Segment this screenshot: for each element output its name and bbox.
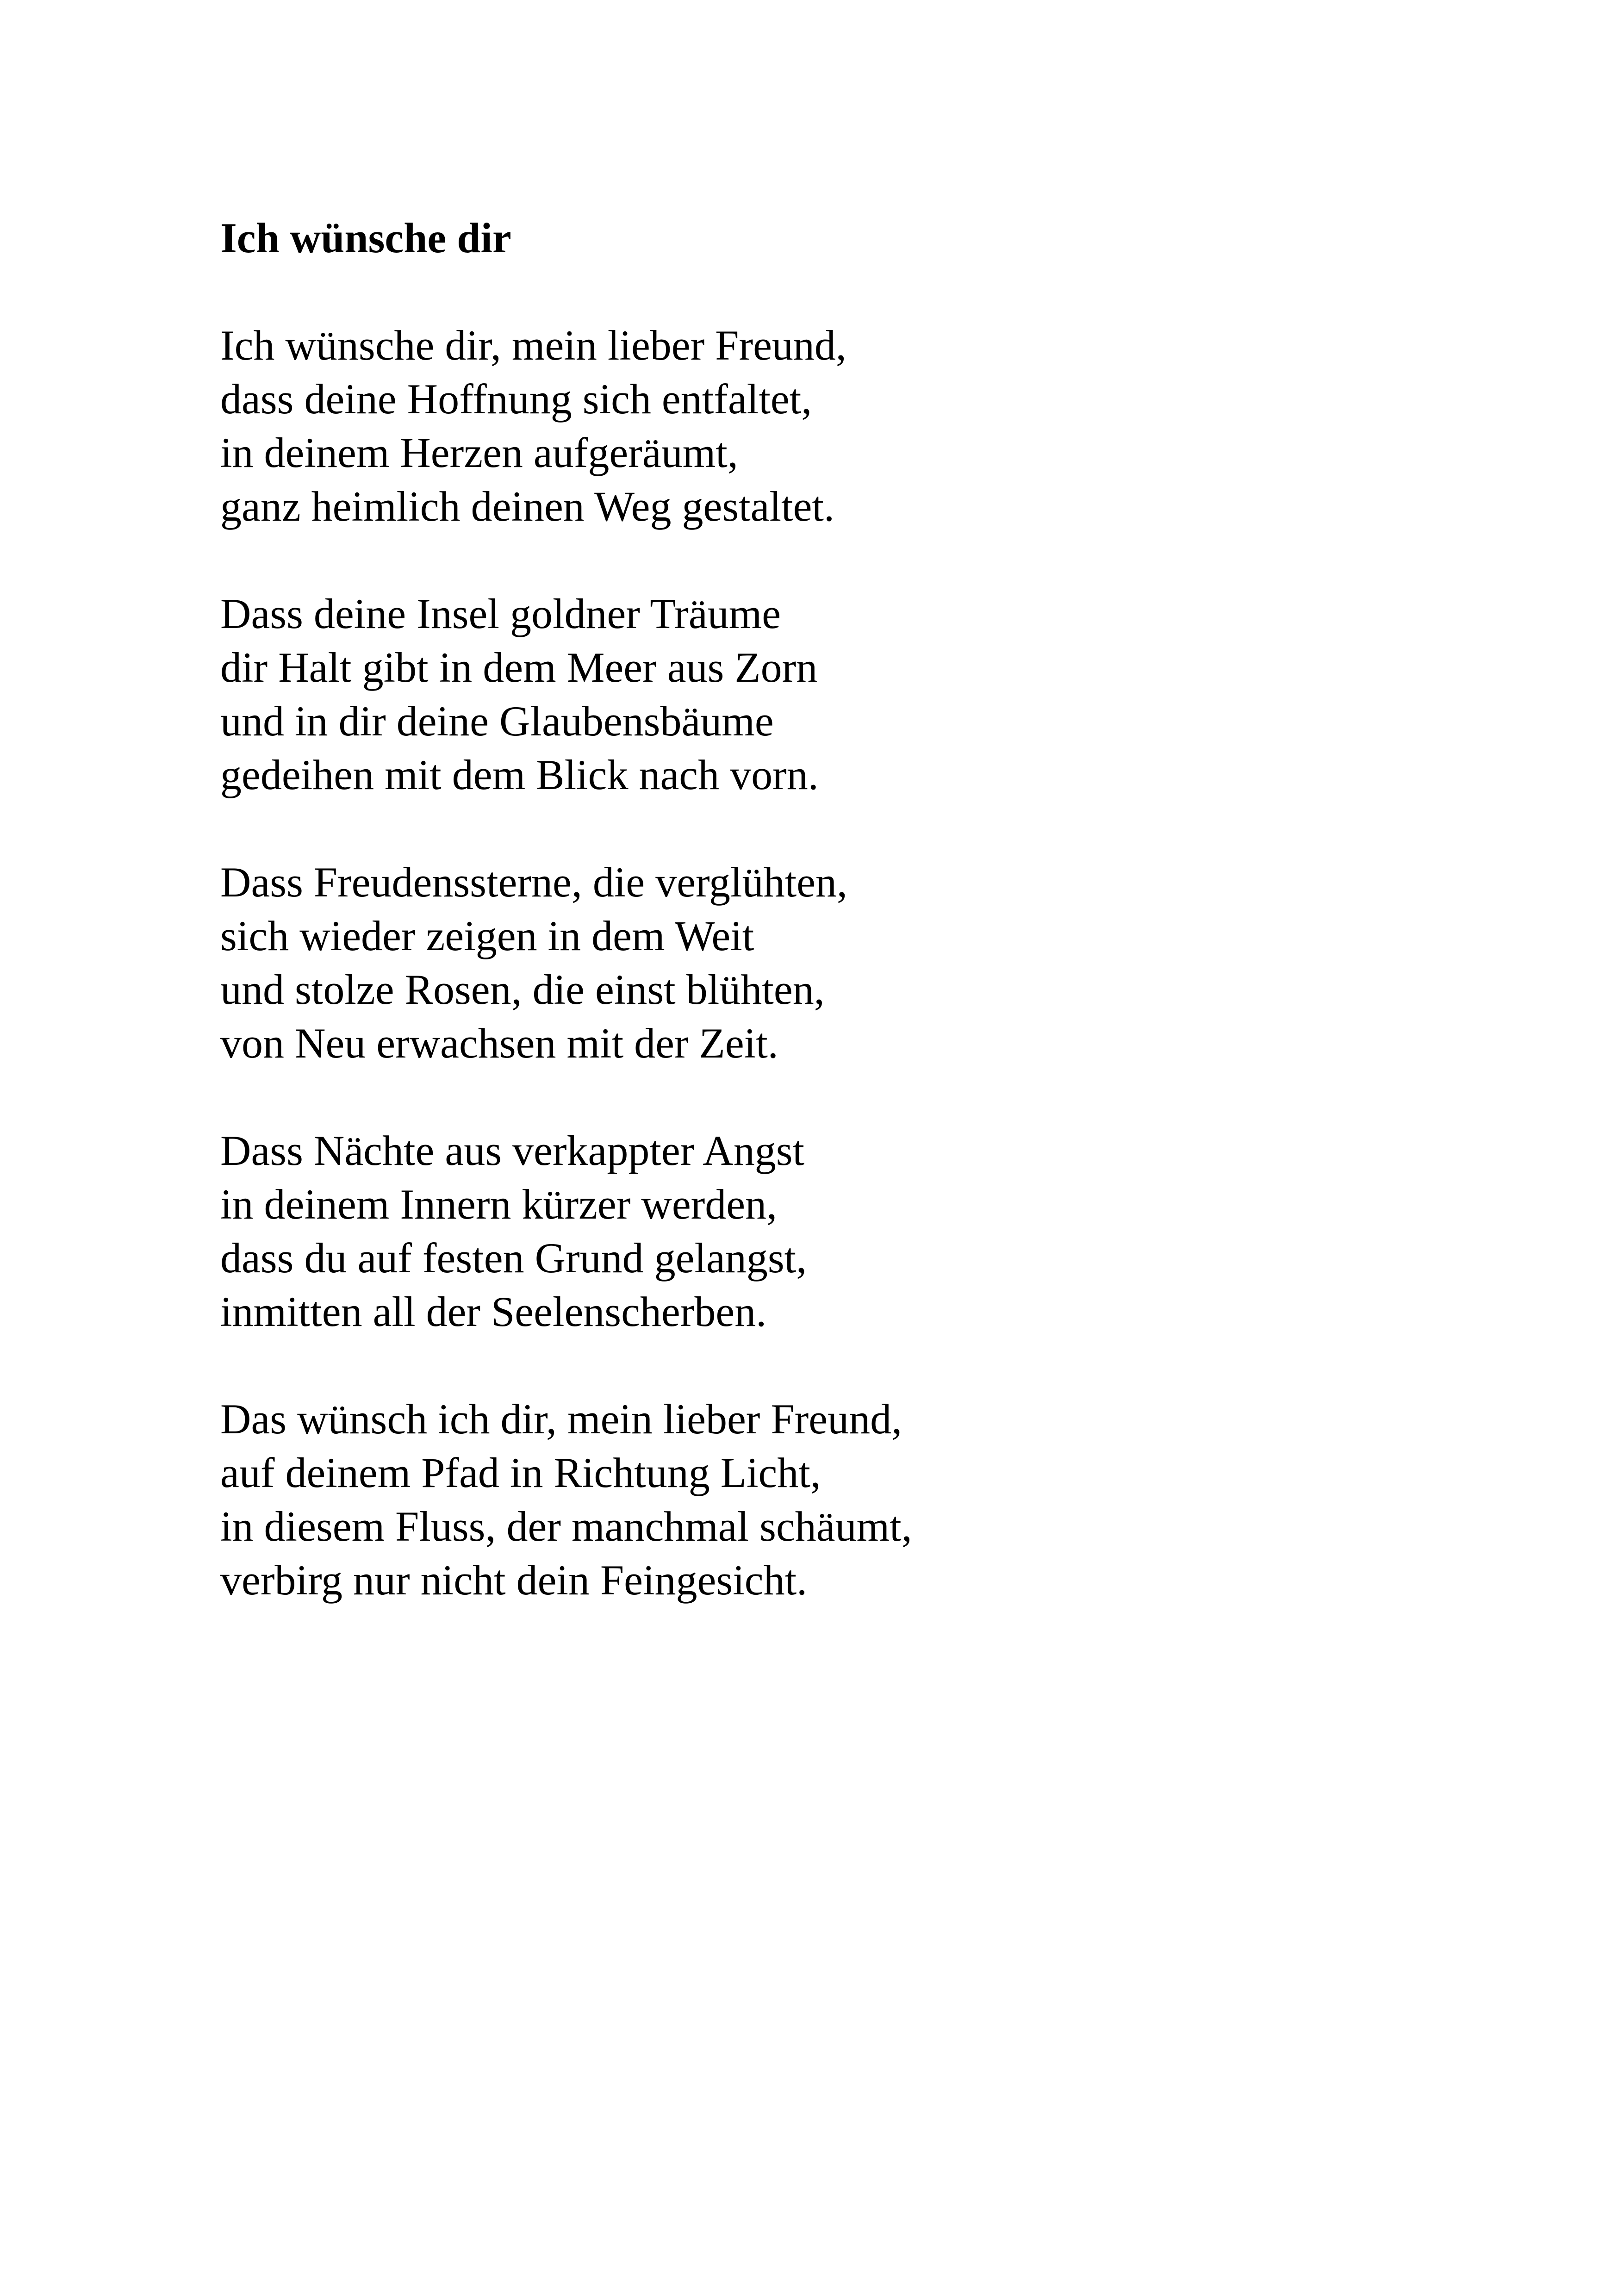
- poem-line: dir Halt gibt in dem Meer aus Zorn: [220, 644, 818, 691]
- poem-line: Dass Freudenssterne, die verglühten,: [220, 859, 847, 906]
- stanza-3: [220, 855, 847, 1070]
- poem-line: inmitten all der Seelenscherben.: [220, 1288, 767, 1335]
- poem-line: auf deinem Pfad in Richtung Licht,: [220, 1449, 821, 1496]
- poem-line: dass deine Hoffnung sich entfaltet,: [220, 375, 812, 423]
- poem-line: von Neu erwachsen mit der Zeit.: [220, 1020, 778, 1067]
- poem-line: verbirg nur nicht dein Feingesicht.: [220, 1556, 808, 1604]
- poem-line: und stolze Rosen, die einst blühten,: [220, 966, 825, 1013]
- stanza-4: [220, 1124, 807, 1338]
- poem-line: Ich wünsche dir, mein lieber Freund,: [220, 322, 846, 369]
- poem-title: Ich wünsche dir: [220, 214, 511, 261]
- poem-line: in deinem Innern kürzer werden,: [220, 1181, 778, 1228]
- poem-line: Dass deine Insel goldner Träume: [220, 590, 781, 637]
- poem-line: dass du auf festen Grund gelangst,: [220, 1234, 807, 1282]
- poem-line: Dass Nächte aus verkappter Angst: [220, 1127, 805, 1174]
- stanza-1: [220, 318, 846, 533]
- poem-line: Das wünsch ich dir, mein lieber Freund,: [220, 1395, 902, 1443]
- poem-line: ganz heimlich deinen Weg gestaltet.: [220, 483, 834, 530]
- poem-line: sich wieder zeigen in dem Weit: [220, 912, 754, 959]
- poem-line: und in dir deine Glaubensbäume: [220, 697, 774, 745]
- stanza-2: [220, 587, 819, 802]
- poem-line: gedeihen mit dem Blick nach vorn.: [220, 751, 819, 798]
- poem-line: in diesem Fluss, der manchmal schäumt,: [220, 1503, 912, 1550]
- stanza-5: [220, 1392, 912, 1607]
- poem-line: in deinem Herzen aufgeräumt,: [220, 429, 738, 476]
